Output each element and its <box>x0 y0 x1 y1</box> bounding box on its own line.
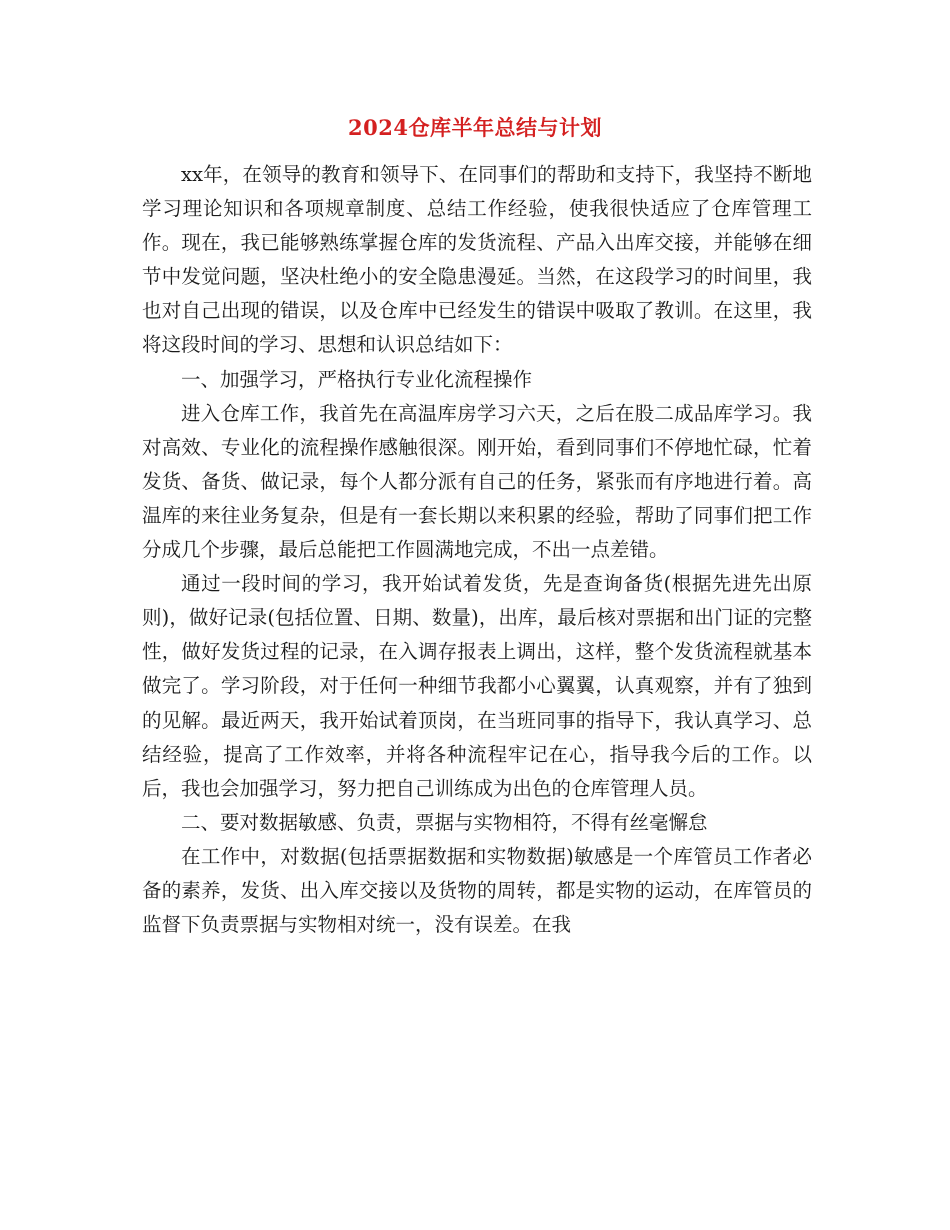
section-heading-1: 一、加强学习，严格执行专业化流程操作 <box>181 367 533 391</box>
section-heading-2: 二、要对数据敏感、负责，票据与实物相符，不得有丝毫懈怠 <box>181 810 708 834</box>
document-title: 2024仓库半年总结与计划 <box>348 115 602 140</box>
paragraph-section1-b: 通过一段时间的学习，我开始试着发货，先是查询备货(根据先进先出原则)，做好记录(包括位置、日期、数量)，出库，最后核对票据和出门证的完整性，做好发货过程的记录，在入调存报表上调出，这样，整个发货流程就基本做完了。学习阶段，对于任何一种细节我都小心翼翼，认真观察，并有了独到的见解。最近两天，我开始试着顶岗，在当班同事的指导下，我认真学习、总结经验，提高了工作效率，并将各种流程牢记在心，指导我今后的工作。以后，我也会加强学习，努力把自己训练成为出色的仓库管理人员。 <box>142 572 812 800</box>
paragraph-section2-a: 在工作中，对数据(包括票据数据和实物数据)敏感是一个库管员工作者必备的素养，发货、出入库交接以及货物的周转，都是实物的运动，在库管员的监督下负责票据与实物相对统一，没有误差。在我 <box>142 844 812 937</box>
paragraph-section1-a: 进入仓库工作，我首先在高温库房学习六天，之后在股二成品库学习。我对高效、专业化的流程操作感触很深。刚开始，看到同事们不停地忙碌，忙着发货、备货、做记录，每个人都分派有自己的任务，紧张而有序地进行着。高温库的来往业务复杂，但是有一套长期以来积累的经验，帮助了同事们把工作分成几个步骤，最后总能把工作圆满地完成，不出一点差错。 <box>142 401 812 562</box>
document-body <box>142 158 812 942</box>
paragraph-intro: xx年，在领导的教育和领导下、在同事们的帮助和支持下，我坚持不断地学习理论知识和各项规章制度、总结工作经验，使我很快适应了仓库管理工作。现在，我已能够熟练掌握仓库的发货流程、产品入出库交接，并能够在细节中发觉问题，坚决杜绝小的安全隐患漫延。当然，在这段学习的时间里，我也对自己出现的错误，以及仓库中已经发生的错误中吸取了教训。在这里，我将这段时间的学习、思想和认识总结如下： <box>142 163 812 357</box>
